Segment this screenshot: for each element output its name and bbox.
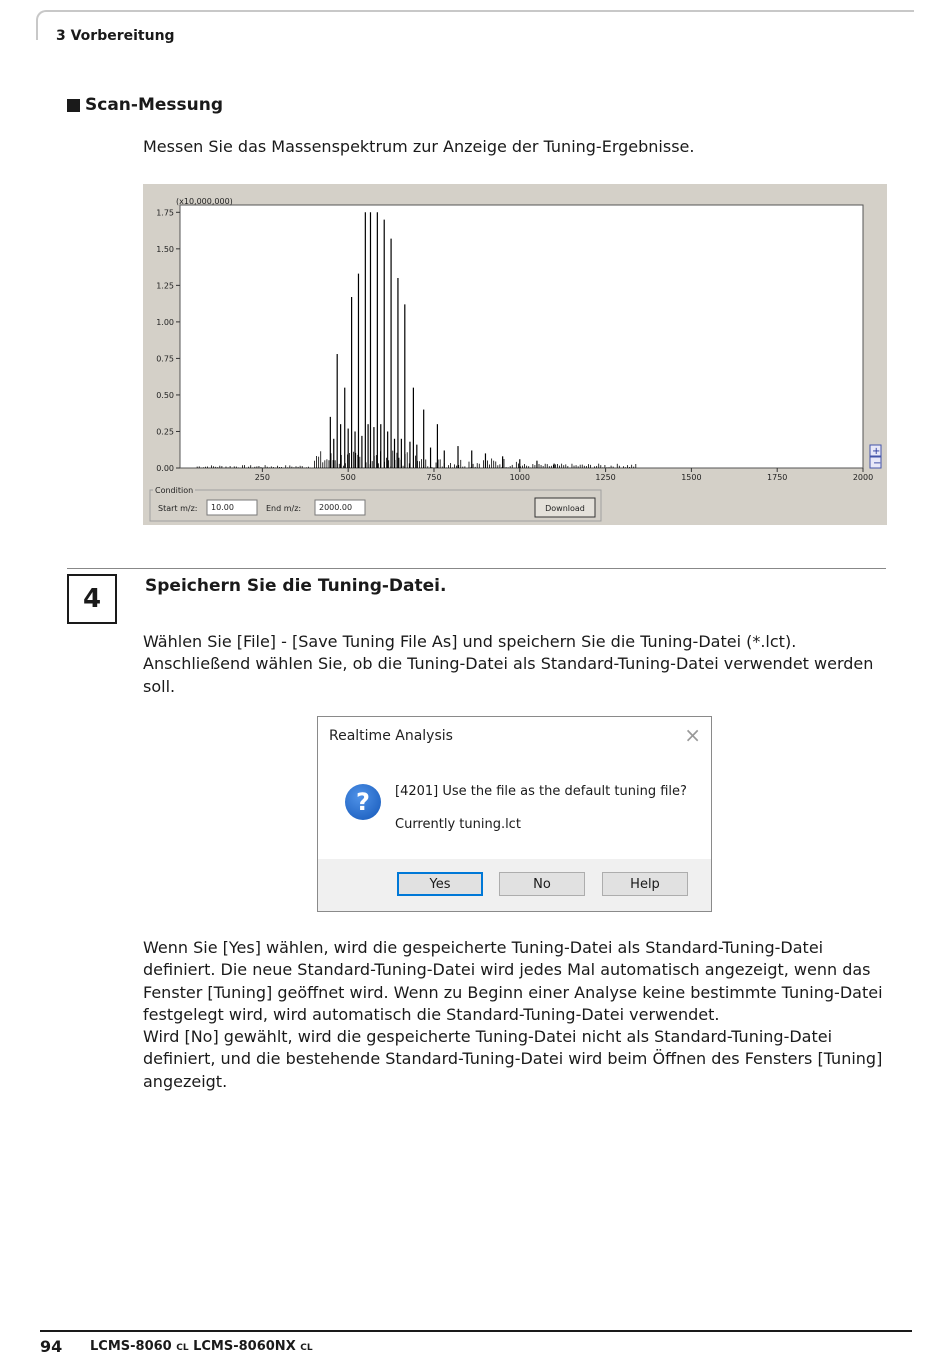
product-b-cl: CL <box>300 1343 313 1353</box>
dialog-message: [4201] Use the file as the default tuning file? <box>395 784 687 799</box>
start-mz-value: 10.00 <box>211 503 234 512</box>
y-tick-label: 0.25 <box>156 427 174 437</box>
zoom-out-icon[interactable] <box>870 457 881 469</box>
spectrum-screenshot <box>143 184 887 525</box>
page-number: 94 <box>40 1337 63 1356</box>
y-tick-label: 0.75 <box>156 354 174 364</box>
product-a-cl: CL <box>176 1343 189 1353</box>
x-tick-label: 1500 <box>681 473 702 482</box>
start-mz-label: Start m/z: <box>158 504 198 513</box>
product-a: LCMS-8060 <box>90 1339 172 1354</box>
x-tick-label: 1000 <box>509 473 530 482</box>
download-label: Download <box>545 504 585 513</box>
product-name <box>90 1339 313 1354</box>
x-tick-label: 2000 <box>852 473 874 482</box>
svg-text:−: − <box>873 458 882 469</box>
body-text <box>143 937 888 1093</box>
end-mz-value: 2000.00 <box>319 503 353 512</box>
section-intro: Messen Sie das Massenspektrum zur Anzeige der Tuning-Ergebnisse. <box>143 137 695 156</box>
footer-rule <box>40 1330 912 1332</box>
download-button[interactable] <box>535 498 595 517</box>
plot-area <box>180 205 863 468</box>
no-button[interactable]: No <box>499 872 585 896</box>
y-tick-label: 1.50 <box>156 244 174 254</box>
dialog-detail: Currently tuning.lct <box>395 817 521 832</box>
step-text: Wählen Sie [File] - [Save Tuning File As] und speichern Sie die Tuning-Datei (*.lct). Anschließend wählen Sie, ob die Tuning-Datei als Standard-Tuning-Datei verwendet werden soll. <box>143 632 874 696</box>
square-bullet-icon <box>67 99 80 112</box>
step-rule <box>67 568 886 569</box>
yes-button[interactable]: Yes <box>397 872 483 896</box>
scale-label: (x10,000,000) <box>176 197 233 206</box>
section-heading <box>67 95 223 115</box>
help-button[interactable]: Help <box>602 872 688 896</box>
chapter-title: 3 Vorbereitung <box>56 28 175 44</box>
realtime-analysis-dialog <box>317 716 712 912</box>
svg-text:+: + <box>872 446 881 457</box>
body-paragraph-yes: Wenn Sie [Yes] wählen, wird die gespeicherte Tuning-Datei als Standard-Tuning-Datei definiert. Die neue Standard-Tuning-Datei wird jedes Mal automatisch angezeigt, wenn das Fenster [Tuning] geöffnet wird. Wenn zu Beginn einer Analyse keine bestimmte Tuning-Datei festgelegt wird, wird automatisch die Standard-Tuning-Datei verwendet. <box>143 938 883 1024</box>
y-tick-label: 1.25 <box>156 281 174 291</box>
question-icon: ? <box>345 784 381 820</box>
product-b: LCMS-8060NX <box>193 1339 296 1354</box>
x-tick-label: 500 <box>340 473 356 482</box>
x-tick-label: 250 <box>254 473 271 482</box>
end-mz-label: End m/z: <box>266 504 302 513</box>
y-tick-label: 1.75 <box>156 208 174 218</box>
y-tick-label: 0.00 <box>156 464 174 473</box>
step-title: Speichern Sie die Tuning-Datei. <box>145 576 447 596</box>
dialog-title: Realtime Analysis <box>329 728 453 744</box>
close-icon[interactable]: × <box>684 723 701 747</box>
body-paragraph-no: Wird [No] gewählt, wird die gespeicherte Tuning-Datei nicht als Standard-Tuning-Datei definiert, und die bestehende Standard-Tuning-Datei wird beim Öffnen des Fensters [Tuning] angezeigt. <box>143 1027 883 1091</box>
zoom-in-icon[interactable] <box>870 445 881 457</box>
x-tick-label: 750 <box>426 473 442 482</box>
x-tick-label: 1250 <box>595 473 616 482</box>
section-title: Scan-Messung <box>85 95 224 115</box>
condition-label: Condition <box>155 486 194 495</box>
step-number: 4 <box>67 574 117 624</box>
spectrum-chart <box>143 184 887 525</box>
x-tick-label: 1750 <box>767 473 788 482</box>
y-tick-label: 0.50 <box>156 390 174 400</box>
y-tick-label: 1.00 <box>156 317 174 327</box>
